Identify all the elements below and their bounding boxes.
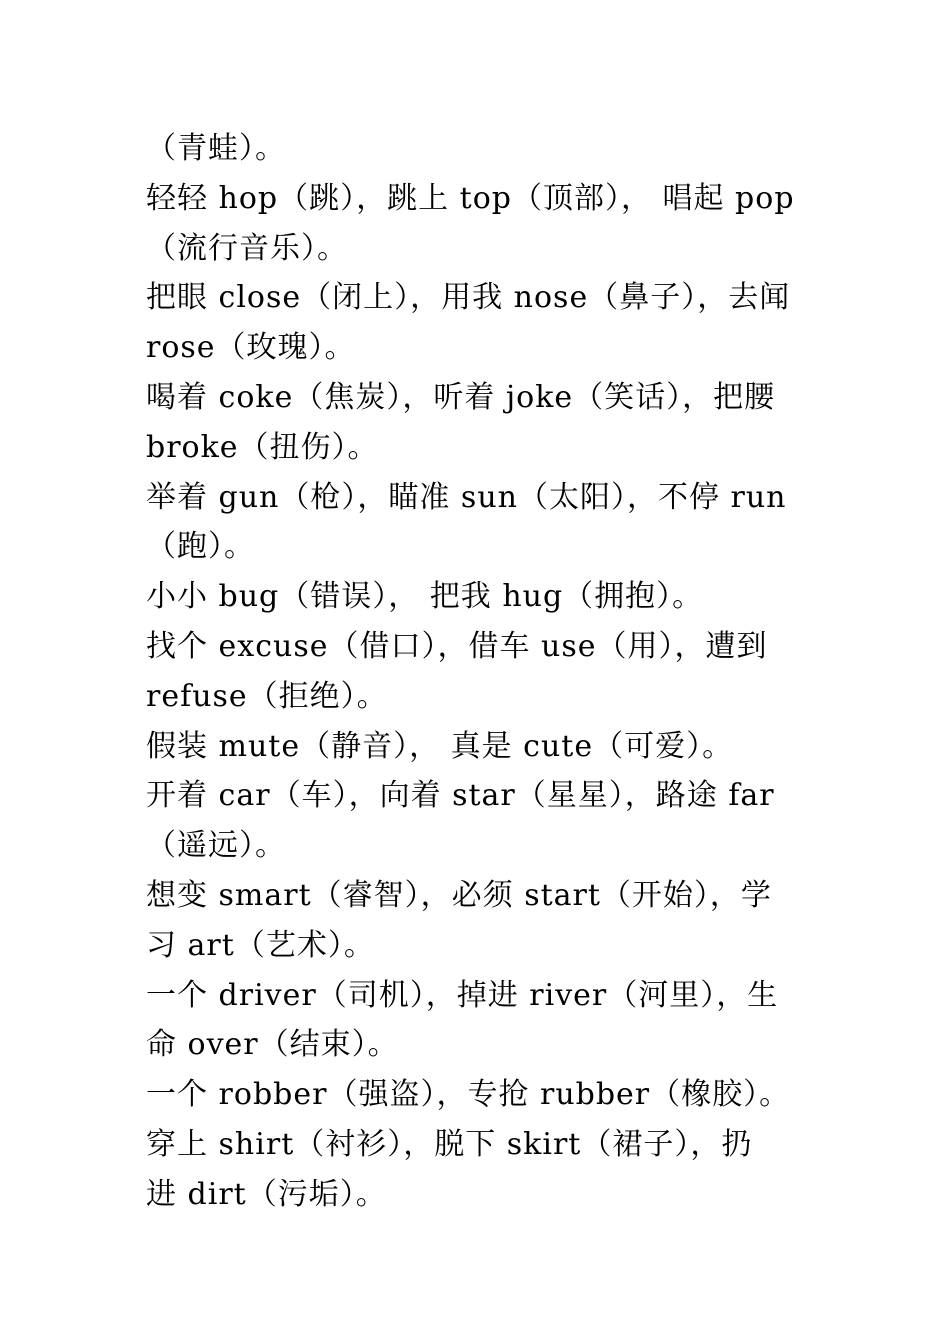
document-body (146, 124, 816, 1220)
text-line: 假装 mute（静音）， 真是 cute（可爱）。 (146, 728, 734, 764)
text-line: 轻轻 hop（跳），跳上 top（顶部）， 唱起 pop (146, 180, 795, 216)
text-line: 举着 gun（枪），瞄准 sun（太阳），不停 run (146, 479, 787, 515)
text-line: （跑）。 (146, 529, 255, 565)
text-line: 一个 driver（司机），掉进 river（河里），生 (146, 977, 779, 1013)
text-line: broke（扭伤）。 (146, 429, 379, 465)
text-line: 习 art（艺术）。 (146, 927, 375, 963)
text-line: （青蛙）。 (146, 131, 286, 166)
text-line: 小小 bug（错误）， 把我 hug（拥抱）。 (146, 579, 704, 615)
text-line: （遥远）。 (146, 828, 286, 864)
text-line: 穿上 shirt（衬衫），脱下 skirt（裙子），扔 (146, 1126, 753, 1162)
text-line: rose（玫瑰）。 (146, 330, 356, 366)
text-line: （流行音乐）。 (146, 230, 348, 266)
text-line: 开着 car（车），向着 star（星星），路途 far (146, 778, 775, 814)
text-line: 想变 smart（睿智），必须 start（开始），学 (146, 877, 772, 913)
text-line: 找个 excuse（借口），借车 use（用），遭到 (146, 628, 768, 664)
text-line: 把眼 close（闭上），用我 nose（鼻子），去闻 (146, 280, 791, 316)
text-line: 进 dirt（污垢）。 (146, 1176, 387, 1212)
text-line: 喝着 coke（焦炭），听着 joke（笑话），把腰 (146, 379, 776, 415)
text-line: 命 over（结束）。 (146, 1027, 399, 1063)
text-line: 一个 robber（强盗），专抢 rubber（橡胶）。 (146, 1077, 791, 1113)
text-line: refuse（拒绝）。 (146, 678, 388, 714)
